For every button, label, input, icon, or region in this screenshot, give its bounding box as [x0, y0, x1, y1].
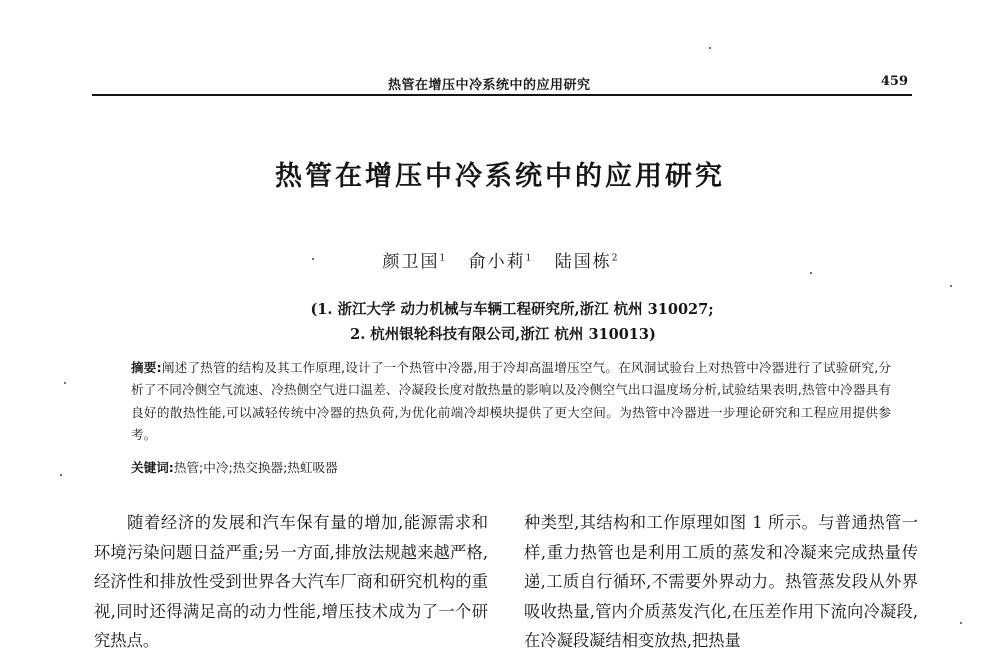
affiliation-line: 2. 杭州银轮科技有限公司,浙江 杭州 310013)	[350, 326, 656, 343]
keywords-label: 关键词:	[131, 460, 174, 475]
scan-speck	[64, 382, 66, 384]
author	[555, 247, 618, 272]
body-column-left: 随着经济的发展和汽车保有量的增加,能源需求和环境污染问题日益严重;另一方面,排放法规越来越严格,经济性和排放性受到世界各大汽车厂商和研究机构的重视,同时还得满足高的动力性能,增压技术成为了一个研究热点。	[94, 513, 488, 650]
author-name: 俞小莉	[468, 252, 526, 272]
scan-speck	[709, 47, 711, 49]
page-number: 459	[880, 74, 908, 89]
affiliation-line: (1. 浙江大学 动力机械与车辆工程研究所,浙江 杭州 310027;	[310, 301, 714, 318]
running-header	[92, 72, 912, 96]
affiliations	[0, 297, 1000, 347]
abstract-text: 阐述了热管的结构及其工作原理,设计了一个热管中冷器,用于冷却高温增压空气。在风洞试验台上对热管中冷器进行了试验研究,分析了不同冷侧空气流速、冷热侧空气进口温差、冷凝段长度对散热量的影响以及冷侧空气出口温度场分析,试验结果表明,热管中冷器具有良好的散热性能,可以减轻传统中冷器的热负荷,为优化前端冷却模块提供了更大空间。为热管中冷器进一步理论研究和工程应用提供参考。	[131, 360, 891, 443]
abstract	[131, 357, 891, 447]
body-column-right: 种类型,其结构和工作原理如图 1 所示。与普通热管一样,重力热管也是利用工质的蒸发和冷凝来完成热量传递,工质自行循环,不需要外界动力。热管蒸发段从外界吸收热量,管内介质蒸发汽化,在压差作用下流向冷凝段,在冷凝段凝结相变放热,把热量	[524, 513, 918, 650]
keywords-text: 热管;中冷;热交换器;热虹吸器	[173, 460, 338, 475]
paper-title: 热管在增压中冷系统中的应用研究	[275, 161, 725, 192]
author	[469, 247, 532, 272]
header-rule	[92, 94, 912, 96]
author-affiliation-mark: 1	[439, 253, 446, 264]
author-list	[0, 247, 1000, 272]
author	[382, 247, 445, 272]
keywords	[131, 457, 891, 479]
scan-speck	[312, 258, 314, 260]
scan-speck	[950, 285, 952, 287]
scan-speck	[810, 272, 812, 274]
scan-speck	[960, 622, 962, 624]
author-name: 陆国栋	[554, 252, 612, 272]
scan-speck	[60, 474, 62, 476]
running-title: 热管在增压中冷系统中的应用研究	[388, 78, 591, 93]
author-affiliation-mark: 2	[611, 253, 618, 264]
abstract-label: 摘要:	[131, 360, 162, 375]
author-name: 颜卫国	[382, 252, 440, 272]
author-affiliation-mark: 1	[525, 253, 532, 264]
